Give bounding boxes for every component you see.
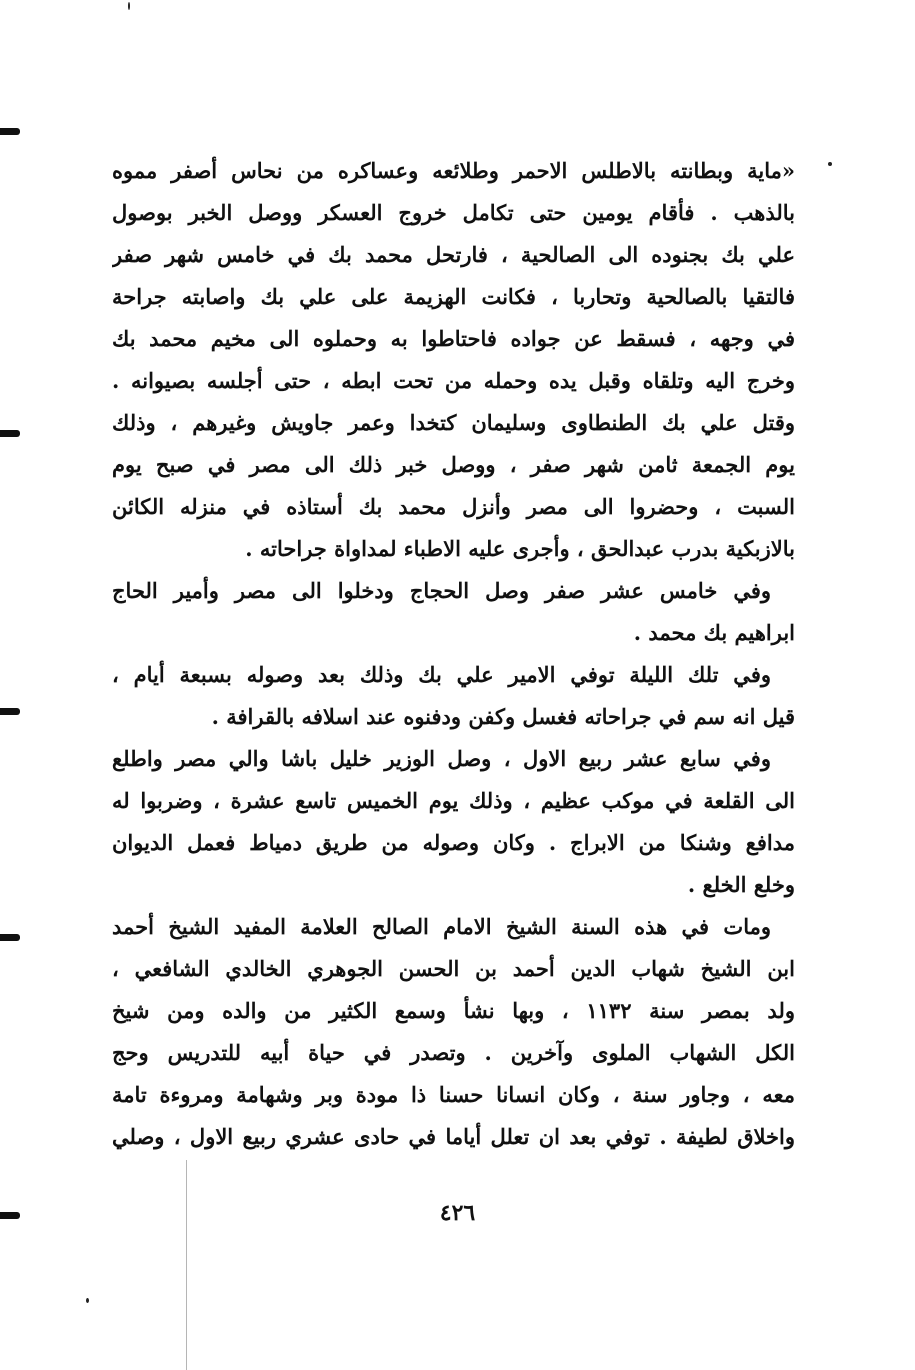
text-line: «ماية وبطانته بالاطلس الاحمر وطلائعه وعساكره من نحاس أصفر مموه [112,158,795,183]
text-line: وقتل علي بك الطنطاوى وسليمان كتخدا وعمر جاويش وغيرهم ، وذلك [112,410,795,435]
page-number: ٤٢٦ [439,1200,476,1226]
text-line: مدافع وشنكا من الابراج . وكان وصوله من طريق دمياط فعمل الديوان [112,830,795,855]
text-line: بالذهب . فأقام يومين حتى تكامل خروج العسكر ووصل الخبر بوصول [112,200,795,225]
text-line: وفي خامس عشر صفر وصل الحجاج ودخلوا الى مصر وأمير الحاج [112,578,771,603]
text-line: ومات في هذه السنة الشيخ الامام الصالح العلامة المفيد الشيخ أحمد [112,914,771,939]
gutter-line [186,1160,187,1370]
text-line: في وجهه ، فسقط عن جواده فاحتاطوا به وحملوه الى مخيم محمد بك [112,326,795,351]
text-line: قيل انه سم في جراحاته فغسل وكفن ودفنوه عند اسلافه بالقرافة . [211,704,795,729]
binding-mark [0,708,20,715]
text-line: علي بك بجنوده الى الصالحية ، فارتحل محمد بك في خامس شهر صفر [112,242,795,267]
text-line: الكل الشهاب الملوى وآخرين . وتصدر في حياة أبيه للتدريس وحج [112,1040,795,1065]
binding-mark [0,430,20,437]
text-line: فالتقيا بالصالحية وتحاربا ، فكانت الهزيمة على علي بك واصابته جراحة [112,284,795,309]
text-line: وفي تلك الليلة توفي الامير علي بك وذلك بعد وصوله بسبعة أيام ، [112,662,771,687]
text-line: ابن الشيخ شهاب الدين أحمد بن الحسن الجوهري الخالدي الشافعي ، [112,956,795,981]
text-line: وفي سابع عشر ربيع الاول ، وصل الوزير خليل باشا والي مصر واطلع [112,746,771,771]
text-line: وخلع الخلع . [687,872,795,897]
text-line: يوم الجمعة ثامن شهر صفر ، ووصل خبر ذلك الى مصر في صبح يوم [112,452,795,477]
text-line: ولد بمصر سنة ١١٣٢ ، وبها نشأ وسمع الكثير من والده ومن شيخ [112,998,795,1023]
scan-speck [86,1298,89,1303]
text-line: معه ، وجاور سنة ، وكان انسانا حسنا ذا مودة وبر وشهامة ومروءة تامة [112,1082,795,1107]
text-line: وخرج اليه وتلقاه وقبل يده وحمله من تحت ابطه ، حتى أجلسه بصيوانه . [112,368,795,393]
text-line: بالازبكية بدرب عبدالحق ، وأجرى عليه الاطباء لمداواة جراحاته . [245,536,795,561]
binding-mark [0,128,20,135]
text-line: الى القلعة في موكب عظيم ، وذلك يوم الخميس تاسع عشرة ، وضربوا له [112,788,795,813]
text-line: ابراهيم بك محمد . [633,620,795,645]
text-line: السبت ، وحضروا الى مصر وأنزل محمد بك أستاذه في منزله الكائن [112,494,795,519]
scan-speck [828,162,832,166]
body-text [112,150,795,1158]
binding-mark [0,934,20,941]
text-line: واخلاق لطيفة . توفي بعد ان تعلل أياما في حادى عشري ربيع الاول ، وصلي [112,1124,795,1149]
scan-speck [128,2,130,10]
